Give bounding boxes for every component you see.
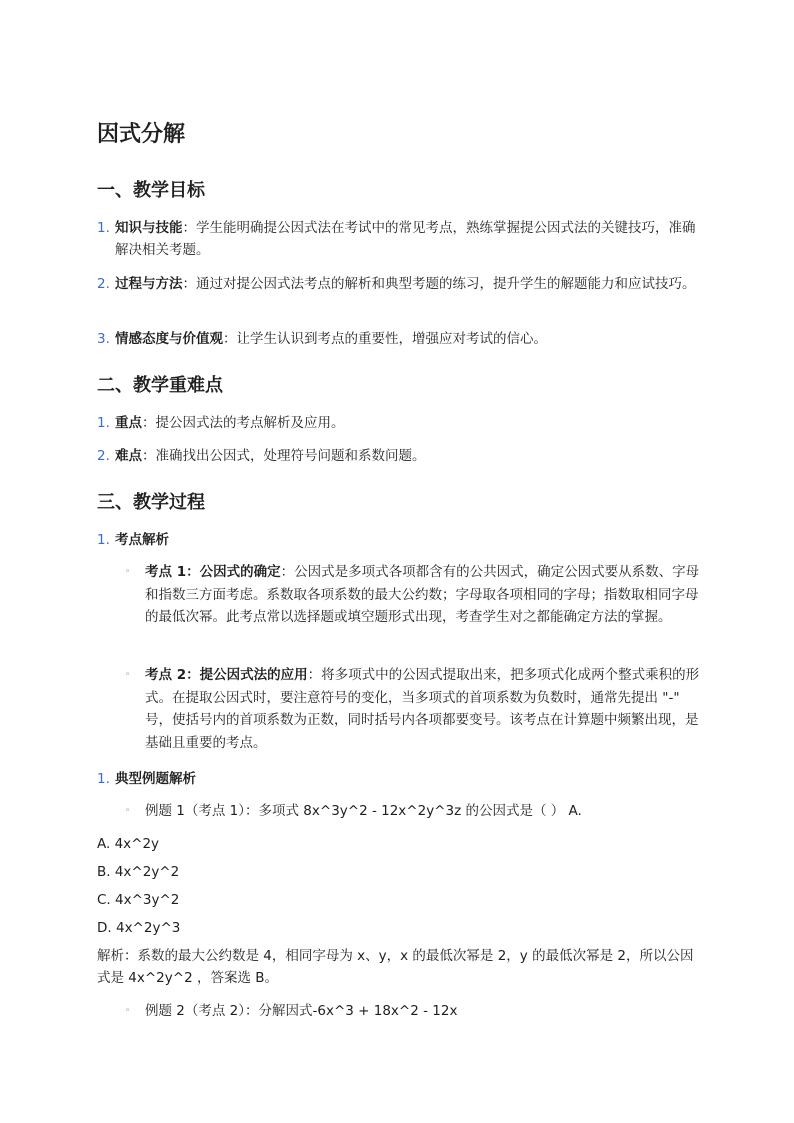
section-heading-key-points: 二、教学重难点 <box>97 375 223 396</box>
list-number: 1. <box>97 415 110 431</box>
item-label: 过程与方法 <box>115 276 183 292</box>
item-label: 情感态度与价值观 <box>115 331 223 347</box>
point-label: 考点 1：公因式的确定 <box>145 564 281 580</box>
list-number: 1. <box>97 532 110 548</box>
option-b: B. 4x^2y^2 <box>97 864 180 880</box>
item-text: ：让学生认识到考点的重要性，增强应对考试的信心。 <box>223 331 547 347</box>
option-c: C. 4x^3y^2 <box>97 892 180 908</box>
example-item <box>125 1000 700 1023</box>
item-text: ：通过对提公因式法考点的解析和典型考题的练习，提升学生的解题能力和应试技巧。 <box>182 276 696 292</box>
sub-list-item <box>125 561 700 629</box>
bullet-icon: ◦ <box>125 670 131 680</box>
item-label: 典型例题解析 <box>115 771 196 787</box>
option-d: D. 4x^2y^3 <box>97 920 181 936</box>
point-text: ：公因式是多项式各项都含有的公共因式，确定公因式要从系数、字母和指数三方面考虑。系数取各项系数的最大公约数；字母取各项相同的字母；指数取相同字母的最低次幂。此考点常以选择题或填空题形式出现，考查学生对之都能确定方法的掌握。 <box>145 564 700 625</box>
example-item <box>125 800 700 823</box>
page-title: 因式分解 <box>97 122 186 147</box>
item-label: 知识与技能 <box>115 220 183 236</box>
list-item <box>97 328 697 350</box>
list-item <box>97 445 697 467</box>
option-a: A. 4x^2y <box>97 836 160 852</box>
item-text: ：提公因式法的考点解析及应用。 <box>142 415 345 431</box>
bullet-icon: ◦ <box>125 1006 131 1016</box>
list-number: 2. <box>97 276 110 292</box>
list-item <box>97 529 697 551</box>
solution-text: 解析：系数的最大公约数是 4，相同字母为 x、y，x 的最低次幂是 2，y 的最低次幂是 2，所以公因式是 4x^2y^2 ，答案选 B。 <box>97 948 694 986</box>
bullet-icon: ◦ <box>125 806 131 816</box>
example-text: 例题 1（考点 1）：多项式 8x^3y^2 - 12x^2y^3z 的公因式是（ ） A. <box>145 803 582 819</box>
list-number: 1. <box>97 220 110 236</box>
item-label: 难点 <box>115 448 142 464</box>
item-label: 重点 <box>115 415 142 431</box>
point-text: ：将多项式中的公因式提取出来，把多项式化成两个整式乘积的形式。在提取公因式时，要注意符号的变化，当多项式的首项系数为负数时，通常先提出 "-" 号，使括号内的首项系数为正数，同时括号内各项都要变号。该考点在计算题中频繁出现，是基础且重要的考点。 <box>145 667 700 751</box>
item-text: ：学生能明确提公因式法在考试中的常见考点，熟练掌握提公因式法的关键技巧，准确解决相关考题。 <box>115 220 696 258</box>
item-text: ：准确找出公因式，处理符号问题和系数问题。 <box>142 448 426 464</box>
list-item <box>97 412 697 434</box>
list-number: 2. <box>97 448 110 464</box>
section-heading-goals: 一、教学目标 <box>97 180 205 201</box>
list-item <box>97 217 697 261</box>
list-item <box>97 768 697 790</box>
bullet-icon: ◦ <box>125 567 131 577</box>
point-label: 考点 2：提公因式法的应用 <box>145 667 308 683</box>
list-number: 3. <box>97 331 110 347</box>
item-label: 考点解析 <box>115 532 169 548</box>
section-heading-process: 三、教学过程 <box>97 492 205 513</box>
sub-list-item <box>125 664 700 754</box>
list-number: 1. <box>97 771 110 787</box>
list-item <box>97 273 697 295</box>
example-text: 例题 2（考点 2）：分解因式-6x^3 + 18x^2 - 12x <box>145 1003 458 1019</box>
